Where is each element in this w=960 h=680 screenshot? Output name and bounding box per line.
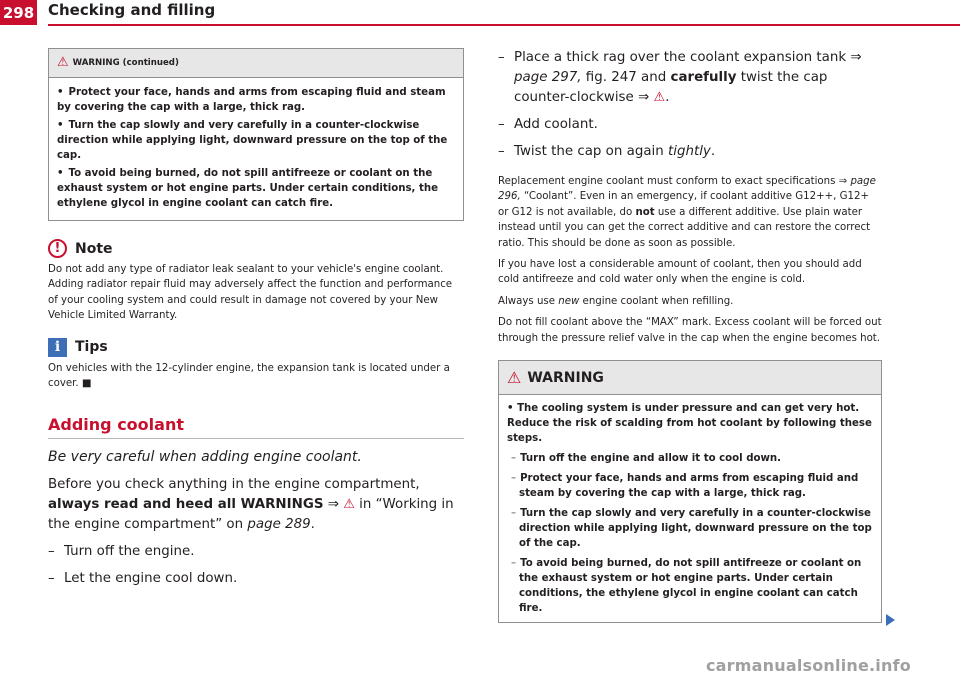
warning-bullet-text: To avoid being burned, do not spill antifreeze or coolant on the exhaust system or hot engine parts. Under certain conditions, the ethylene glycol in engine coolant can catch fire. <box>57 168 438 209</box>
step1-bold: carefully <box>670 70 737 85</box>
bullet-dot-icon: • <box>57 168 64 179</box>
tips-text-content: On vehicles with the 12-cylinder engine, the expansion tank is located under a cover. <box>48 362 450 390</box>
header-divider <box>48 24 960 26</box>
step1-text-c: twist the cap counter-clockwise <box>514 70 828 105</box>
right-column <box>498 48 882 623</box>
paragraph <box>498 294 882 309</box>
p3-text-a: Always use <box>498 295 555 307</box>
p1-text-a: Replacement engine coolant must conform to exact specifications <box>498 176 836 187</box>
step-item: – Let the engine cool down. <box>48 569 464 589</box>
page-link[interactable]: page 296, <box>498 176 876 203</box>
paragraph <box>498 174 882 251</box>
section-title: Adding coolant <box>48 415 464 439</box>
continue-arrow-icon <box>886 614 895 626</box>
note-text: Do not add any type of radiator leak sealant to your vehicle's engine coolant. Adding radiator repair fluid may adversely affect the function and performance of your cooling system and could result in damage not covered by your New Vehicle Limited Warranty. <box>48 264 453 322</box>
warning-body <box>499 395 881 622</box>
warning-continued-header <box>49 49 463 78</box>
paragraph: Do not fill coolant above the “MAX” mark. Excess coolant will be forced out through the pressure relief valve in the cap when the engine becomes hot. <box>498 317 882 344</box>
intro-page-link[interactable]: page 289 <box>247 517 311 533</box>
step3-emphasis: tightly <box>668 144 711 159</box>
warning-item-text: To avoid being burned, do not spill antifreeze or coolant on the exhaust system or hot engine parts. Under certain conditions, the ethylene glycol in engine coolant can catch fire. <box>519 558 862 615</box>
step-text: Place a thick rag over the coolant expansion tank ⇒ page 297, fig. 247 and carefully twist the cap counter-clockwise ⇒ ⚠. <box>514 50 862 105</box>
bullet-dot-icon: • <box>507 403 518 415</box>
arrow-icon: ⇒ <box>638 90 650 105</box>
note-heading <box>48 239 464 258</box>
p1-bold: not <box>635 206 655 218</box>
warning-continued-body <box>49 78 463 220</box>
p1-text-c: use a different additive. Use plain water instead until you can get the correct additive and can restore the correct ratio. This should be done as soon as possible. <box>498 206 871 249</box>
note-title: Note <box>75 240 113 257</box>
intro-paragraph: Before you check anything in the engine compartment, always read and heed all WARNINGS ⇒ ⚠ in “Working in the engine compartment” on page 289. <box>48 477 454 533</box>
warning-triangle-icon: ⚠ <box>507 368 522 388</box>
warning-bullet <box>57 166 455 211</box>
step-text: Add coolant. <box>514 117 598 132</box>
warning-triangle-icon: ⚠ <box>343 497 355 513</box>
step-item: – Turn off the engine. <box>48 542 464 562</box>
header-title: Checking and filling <box>48 1 216 19</box>
step-text: Twist the cap on again tightly. <box>514 144 716 159</box>
step-text: Let the engine cool down. <box>64 571 238 587</box>
warning-item: – To avoid being burned, do not spill antifreeze or coolant on the exhaust system or hot engine parts. Under certain conditions, the ethylene glycol in engine coolant can catch fire. <box>511 558 862 615</box>
section-subtitle: Be very careful when adding engine coolant. <box>48 449 362 466</box>
p3-emphasis: new <box>558 295 580 307</box>
intro-text-a: Before you check anything in the engine compartment, <box>48 477 420 493</box>
note-exclamation-icon: ! <box>48 239 67 258</box>
warning-triangle-icon: ⚠ <box>653 90 666 105</box>
tips-title: Tips <box>75 339 108 356</box>
left-column <box>48 48 464 589</box>
step-item: – Add coolant. <box>498 115 882 135</box>
warning-item: – Protect your face, hands and arms from escaping fluid and steam by covering the cap with a large, thick rag. <box>511 473 859 500</box>
step-item: – Place a thick rag over the coolant expansion tank ⇒ page 297, fig. 247 and carefully twist the cap counter-clockwise ⇒ ⚠. <box>498 48 882 108</box>
step3-text: Twist the cap on again <box>514 144 664 159</box>
intro-bold: always read and heed all WARNINGS <box>48 497 324 513</box>
warning-header <box>499 361 881 395</box>
warning-continued-box <box>48 48 464 221</box>
arrow-icon: ⇒ <box>327 497 339 513</box>
page-link[interactable]: page 297, <box>514 70 582 85</box>
warning-continued-title: WARNING (continued) <box>72 57 179 68</box>
warning-bullet <box>57 118 455 163</box>
bullet-dot-icon: • <box>57 120 64 131</box>
step-item: – Twist the cap on again tightly. <box>498 142 882 162</box>
tips-heading <box>48 338 464 357</box>
warning-item-text: Turn the cap slowly and very carefully in a counter-clockwise direction while applying light, downward pressure on the top of the cap. <box>519 508 872 550</box>
arrow-icon: ⇒ <box>838 176 848 187</box>
bullet-dot-icon: • <box>57 87 64 98</box>
arrow-icon: ⇒ <box>850 50 862 65</box>
warning-box <box>498 360 882 623</box>
paragraph: If you have lost a considerable amount of coolant, then you should add cold antifreeze and cold water only when the engine is cold. <box>498 259 862 286</box>
warning-item: – Turn off the engine and allow it to cool down. <box>511 453 782 465</box>
warning-lead <box>507 401 873 446</box>
info-icon: i <box>48 338 67 357</box>
warning-bullet-text: Protect your face, hands and arms from escaping fluid and steam by covering the cap with a large, thick rag. <box>57 87 446 113</box>
p1-text-b: “Coolant”. Even in an emergency, if coolant additive G12++, G12+ or G12 is not available, do <box>498 191 870 218</box>
warning-item: – Turn the cap slowly and very carefully in a counter-clockwise direction while applying light, downward pressure on the top of the cap. <box>511 508 872 550</box>
warning-triangle-icon: ⚠ <box>57 55 69 70</box>
warning-lead-text: The cooling system is under pressure and can get very hot. Reduce the risk of scalding from hot coolant by following these steps. <box>507 403 872 445</box>
warning-title: WARNING <box>527 369 604 386</box>
warning-item-text: Turn off the engine and allow it to cool down. <box>520 453 782 465</box>
step-text: Turn off the engine. <box>64 544 195 560</box>
end-square-icon: ■ <box>81 378 92 390</box>
p3-text-b: engine coolant when refilling. <box>582 295 734 307</box>
page-number: 298 <box>0 0 37 25</box>
tips-text <box>48 361 464 392</box>
watermark: carmanualsonline.info <box>706 656 911 675</box>
warning-bullet-text: Turn the cap slowly and very carefully in a counter-clockwise direction while applying light, downward pressure on the top of the cap. <box>57 120 448 161</box>
step1-text-a: Place a thick rag over the coolant expansion tank <box>514 50 847 65</box>
intro-text-b: in “Working in the engine compartment” on <box>48 497 454 533</box>
warning-item-text: Protect your face, hands and arms from escaping fluid and steam by covering the cap with a large, thick rag. <box>519 473 859 500</box>
warning-bullet <box>57 85 455 115</box>
step1-text-b: fig. 247 and <box>585 70 667 85</box>
